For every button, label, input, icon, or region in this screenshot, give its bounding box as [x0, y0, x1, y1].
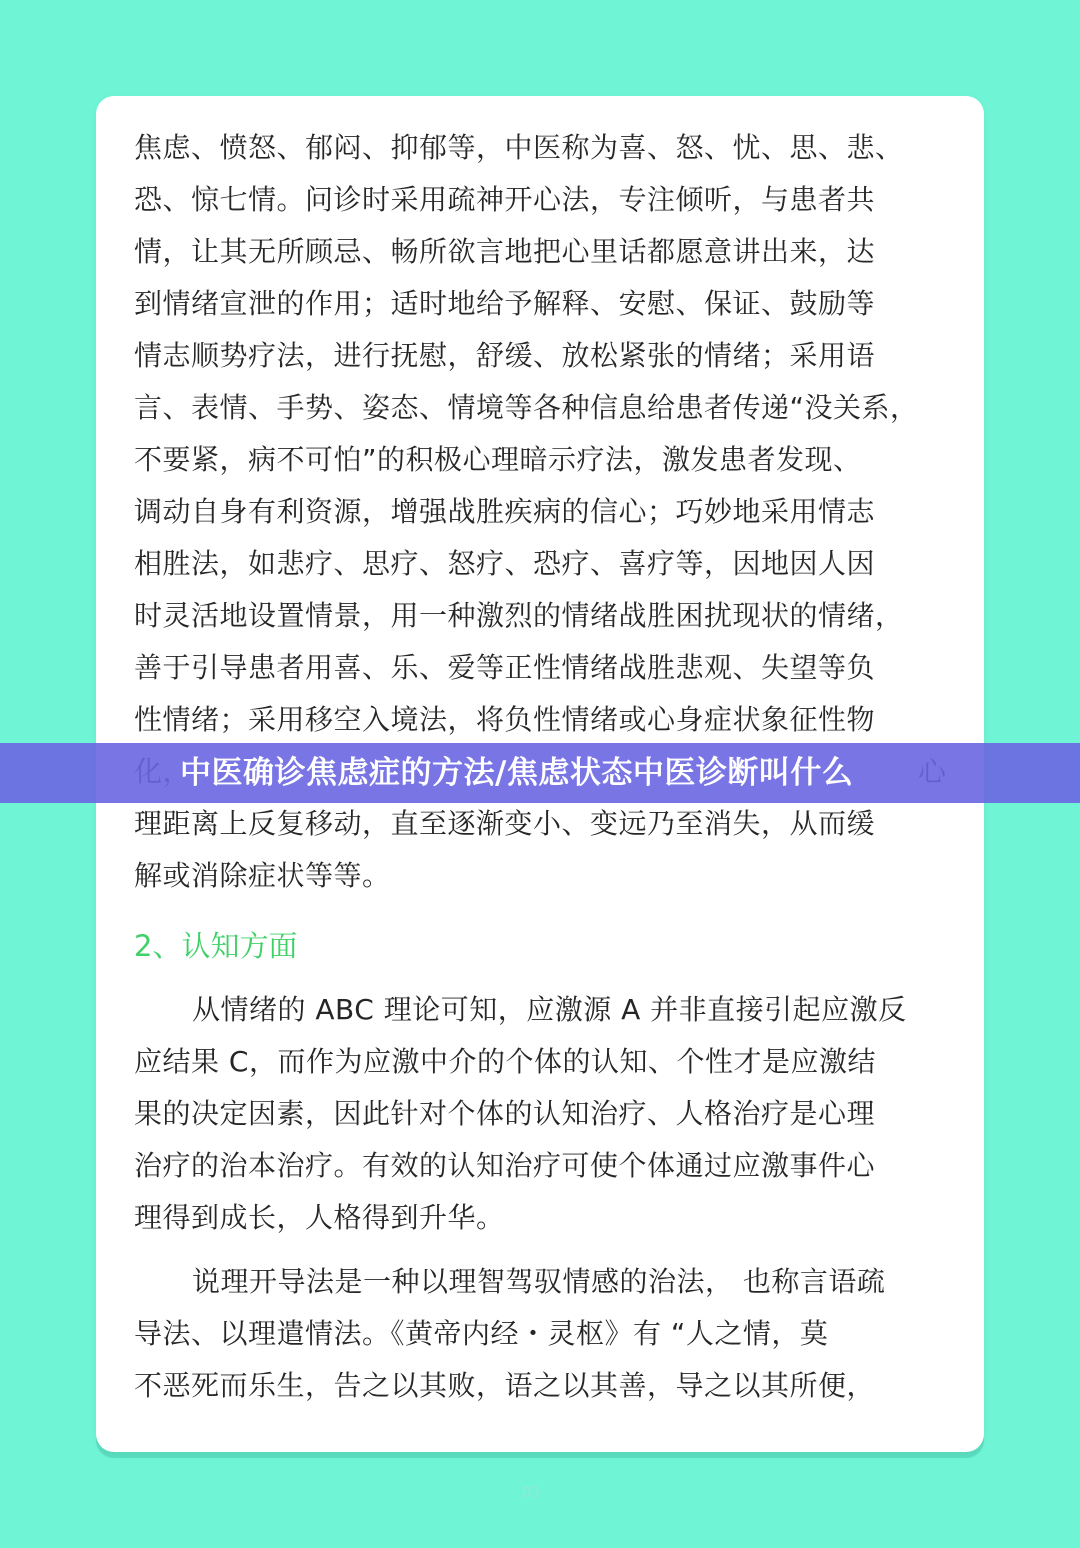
- paragraph-line: 焦虑、愤怒、郁闷、抑郁等，中医称为喜、怒、忧、思、悲、: [134, 131, 904, 164]
- paragraph-line: 调动自身有利资源，增强战胜疾病的信心；巧妙地采用情志: [134, 495, 876, 528]
- title-banner: [0, 743, 1080, 803]
- paragraph-line: 理得到成长，人格得到升华。: [134, 1201, 505, 1234]
- paragraph-line: 情志顺势疗法，进行抚慰，舒缓、放松紧张的情绪；采用语: [134, 339, 876, 372]
- paragraph-line: 不恶死而乐生，告之以其败，语之以其善，导之以其所便，: [134, 1369, 876, 1402]
- page-number: 03: [522, 1485, 540, 1501]
- paragraph-line: 从情绪的 ABC 理论可知，应激源 A 并非直接引起应激反: [192, 993, 907, 1026]
- paragraph-line: 说理开导法是一种以理智驾驭情感的治法， 也称言语疏: [192, 1265, 886, 1298]
- paragraph-line: 恐、惊七情。问诊时采用疏神开心法，专注倾听，与患者共: [134, 183, 876, 216]
- paragraph-line: 解或消除症状等等。: [134, 859, 391, 892]
- paragraph-line: 果的决定因素，因此针对个体的认知治疗、人格治疗是心理: [134, 1097, 876, 1130]
- paragraph-line: 善于引导患者用喜、乐、爱等正性情绪战胜悲观、失望等负: [134, 651, 876, 684]
- banner-title: 中医确诊焦虑症的方法/焦虑状态中医诊断叫什么: [180, 755, 854, 791]
- paragraph-line: 言、表情、手势、姿态、情境等各种信息给患者传递“没关系，: [134, 391, 919, 424]
- paragraph-line: 时灵活地设置情景，用一种激烈的情绪战胜困扰现状的情绪，: [134, 599, 904, 632]
- paragraph-line: 导法、以理遣情法。《黄帝内经・灵枢》有 “人之情，莫: [134, 1317, 829, 1350]
- paragraph-line: 理距离上反复移动，直至逐渐变小、变远乃至消失，从而缓: [134, 807, 876, 840]
- paragraph-line: 相胜法，如悲疗、思疗、怒疗、恐疗、喜疗等，因地因人因: [134, 547, 876, 580]
- paragraph-line: 治疗的治本治疗。有效的认知治疗可使个体通过应激事件心: [134, 1149, 876, 1182]
- paragraph-line: 到情绪宣泄的作用；适时地给予解释、安慰、保证、鼓励等: [134, 287, 876, 320]
- paragraph-line: 情，让其无所顾忌、畅所欲言地把心里话都愿意讲出来，达: [134, 235, 876, 268]
- paragraph-line: 不要紧，病不可怕”的积极心理暗示疗法，激发患者发现、: [134, 443, 862, 476]
- section-heading: 2、认知方面: [134, 929, 298, 963]
- paragraph-line: 性情绪；采用移空入境法，将负性情绪或心身症状象征性物: [134, 703, 876, 736]
- paragraph-line: 应结果 C，而作为应激中介的个体的认知、个性才是应激结: [134, 1045, 876, 1078]
